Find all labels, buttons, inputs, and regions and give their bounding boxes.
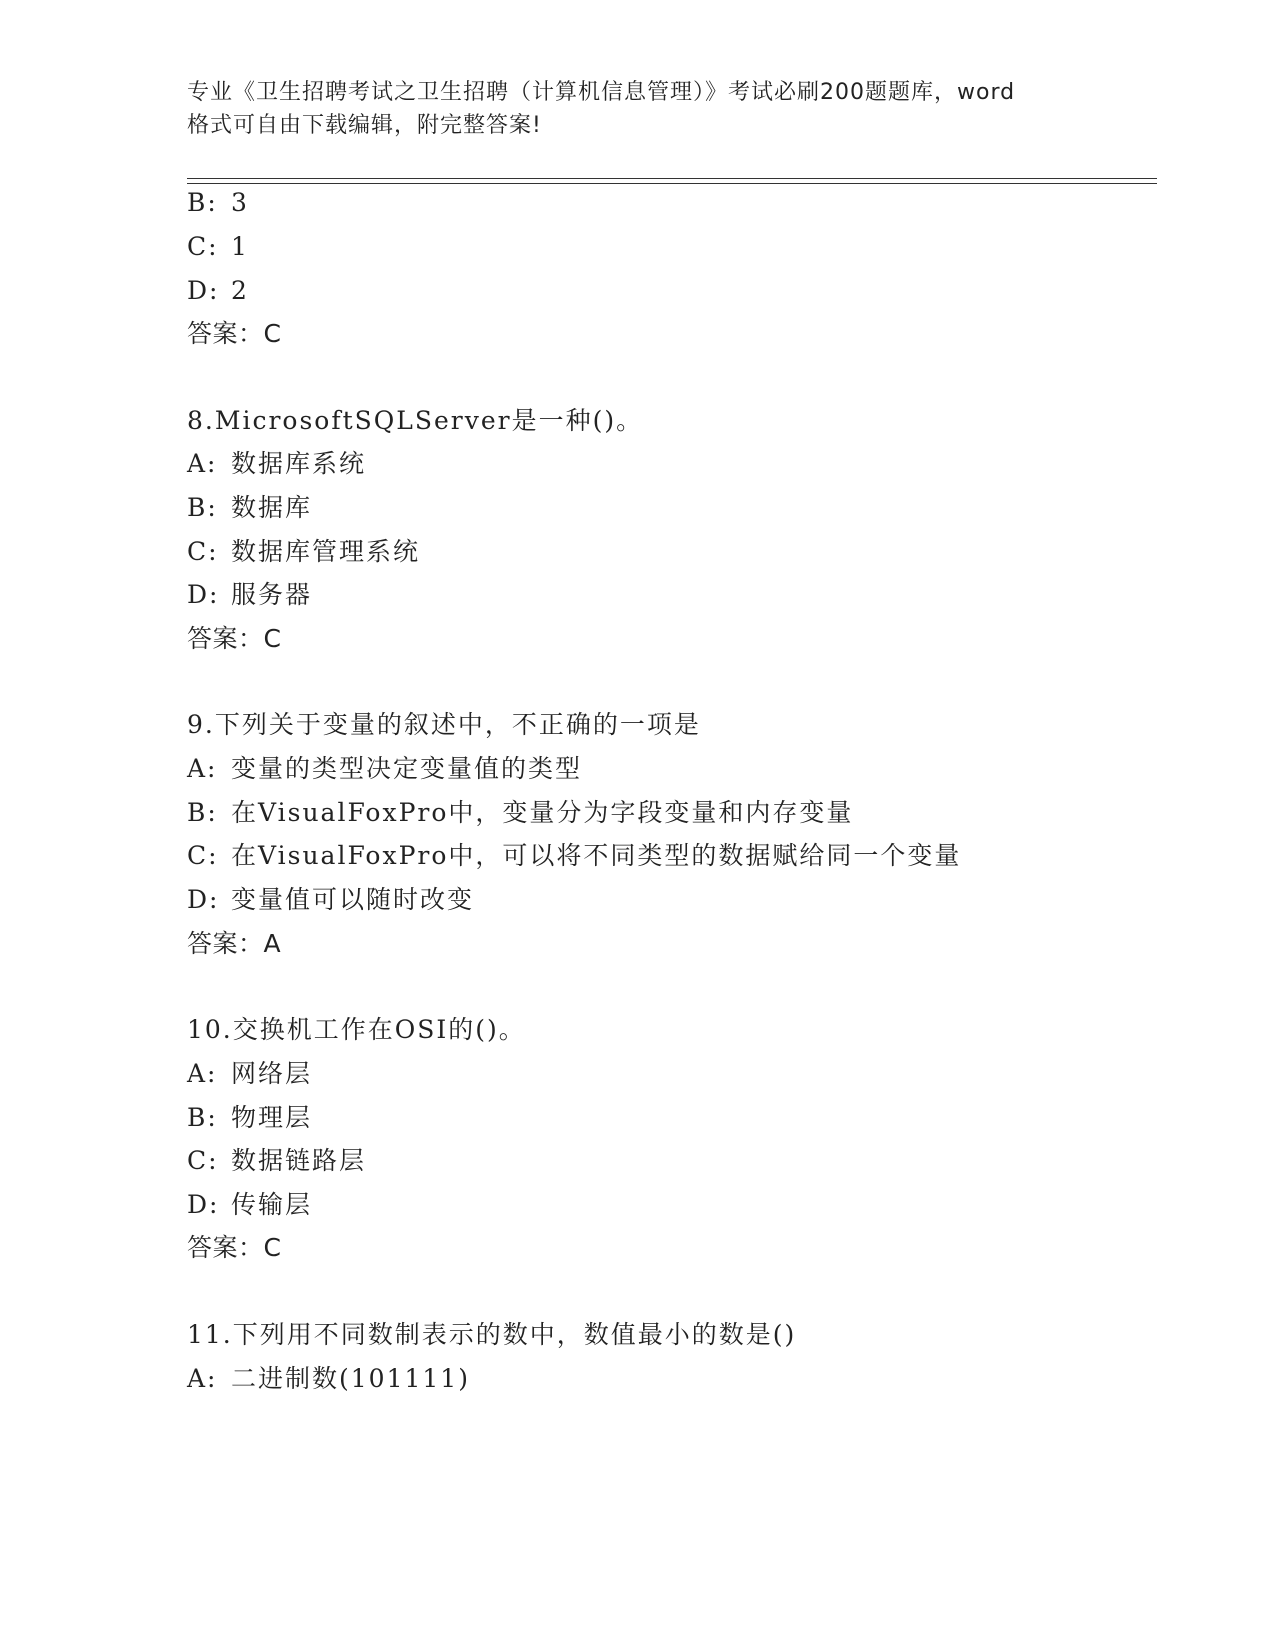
option-label: D:	[187, 1190, 220, 1219]
option-label: D:	[187, 580, 220, 609]
option-label: A:	[187, 1364, 218, 1393]
option-label: B:	[187, 1103, 218, 1132]
option-a	[187, 754, 582, 784]
option-label: A:	[187, 1059, 218, 1088]
document-header	[187, 76, 1087, 142]
option-text: 数据库管理系统	[231, 537, 421, 566]
option-text: 数据库	[231, 493, 313, 522]
option-b	[187, 188, 249, 218]
header-divider-bottom	[187, 183, 1157, 184]
option-label: A:	[187, 449, 218, 478]
option-label: A:	[187, 754, 218, 783]
option-label: C:	[187, 841, 219, 870]
option-a	[187, 1059, 312, 1089]
option-text: 数据库系统	[231, 449, 367, 478]
option-label: C:	[187, 1146, 219, 1175]
option-label: D:	[187, 885, 220, 914]
option-text: 在VisualFoxPro中，可以将不同类型的数据赋给同一个变量	[231, 841, 962, 870]
option-text: 二进制数(101111)	[231, 1364, 470, 1393]
option-label: B:	[187, 798, 218, 827]
option-label: B:	[187, 188, 218, 217]
header-divider-top	[187, 178, 1157, 179]
question-stem: 8.MicrosoftSQLServer是一种()。	[187, 406, 644, 435]
option-c	[187, 1146, 366, 1176]
option-text: 网络层	[231, 1059, 313, 1088]
option-text: 传输层	[231, 1190, 313, 1219]
answer-line: 答案：C	[187, 1233, 282, 1262]
option-b	[187, 1103, 312, 1133]
option-label: B:	[187, 493, 218, 522]
question-stem: 11.下列用不同数制表示的数中，数值最小的数是()	[187, 1320, 797, 1349]
option-d	[187, 276, 249, 306]
option-label: C:	[187, 537, 219, 566]
option-d	[187, 885, 474, 915]
option-text: 3	[231, 188, 249, 217]
option-c	[187, 841, 961, 871]
option-text: 在VisualFoxPro中，变量分为字段变量和内存变量	[231, 798, 854, 827]
option-label: D:	[187, 276, 220, 305]
option-b	[187, 493, 312, 523]
question-stem: 10.交换机工作在OSI的()。	[187, 1015, 526, 1044]
option-text: 变量的类型决定变量值的类型	[231, 754, 583, 783]
option-text: 变量值可以随时改变	[231, 885, 475, 914]
question-stem: 9.下列关于变量的叙述中，不正确的一项是	[187, 710, 701, 739]
document-page	[187, 0, 1157, 1650]
option-d	[187, 1190, 312, 1220]
header-line-1: 专业《卫生招聘考试之卫生招聘（计算机信息管理）》考试必刷200题题库，word	[187, 80, 1016, 105]
option-text: 1	[231, 232, 249, 261]
answer-line: 答案：C	[187, 624, 282, 653]
option-text: 物理层	[231, 1103, 313, 1132]
option-label: C:	[187, 232, 219, 261]
option-a	[187, 449, 366, 479]
option-c	[187, 232, 249, 262]
option-b	[187, 798, 853, 828]
header-line-2: 格式可自由下载编辑，附完整答案!	[187, 113, 542, 138]
option-text: 2	[231, 276, 249, 305]
option-text: 服务器	[231, 580, 313, 609]
option-d	[187, 580, 312, 610]
option-a	[187, 1364, 470, 1394]
answer-line: 答案：C	[187, 319, 282, 348]
answer-line: 答案：A	[187, 929, 282, 958]
option-c	[187, 537, 420, 567]
option-text: 数据链路层	[231, 1146, 367, 1175]
